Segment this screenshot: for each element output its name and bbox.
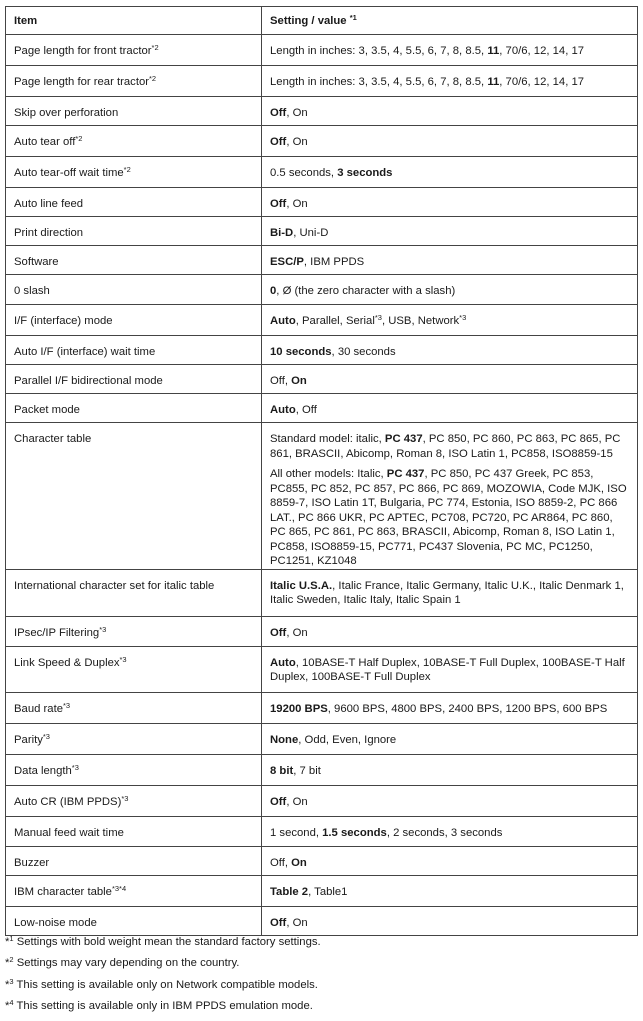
row-value bbox=[262, 97, 638, 126]
row-item bbox=[6, 394, 262, 423]
row-item-label: IBM character table bbox=[14, 885, 112, 898]
row-item bbox=[6, 875, 262, 906]
footnote-ref: *3 bbox=[99, 624, 107, 634]
row-value bbox=[262, 217, 638, 246]
footnote-text: Settings may vary depending on the country. bbox=[13, 957, 240, 970]
row-item-label: Page length for front tractor bbox=[14, 45, 152, 57]
row-item bbox=[6, 35, 262, 66]
row-item bbox=[6, 66, 262, 97]
row-value bbox=[262, 875, 638, 906]
row-value bbox=[262, 275, 638, 305]
row-value bbox=[262, 906, 638, 935]
row-item-label: Packet mode bbox=[14, 404, 80, 416]
value-text: , Odd, Even, Ignore bbox=[298, 733, 397, 746]
footnote-ref: *3 bbox=[459, 313, 467, 322]
footnote bbox=[5, 956, 637, 977]
footnote-number: 3 bbox=[9, 976, 14, 986]
footnote-ref: *3 bbox=[71, 762, 79, 772]
value-text: Off, bbox=[270, 375, 292, 387]
table-row bbox=[6, 188, 638, 217]
value-text: , On bbox=[286, 198, 308, 210]
table-row bbox=[6, 616, 638, 646]
default-value: 11 bbox=[487, 45, 500, 57]
row-item-label: Parity bbox=[14, 733, 43, 746]
default-value: On bbox=[291, 375, 307, 387]
value-text: , 30 seconds bbox=[331, 346, 396, 358]
row-value bbox=[262, 754, 638, 785]
value-text: , IBM PPDS bbox=[303, 256, 365, 268]
row-item bbox=[6, 616, 262, 646]
row-item-label: I/F (interface) mode bbox=[14, 315, 113, 327]
footnote-ref: *3 bbox=[42, 731, 50, 741]
table-row bbox=[6, 157, 638, 188]
default-value: Off bbox=[270, 795, 287, 808]
default-value: PC 437 bbox=[384, 433, 423, 445]
row-value bbox=[262, 692, 638, 723]
default-value: 11 bbox=[487, 76, 500, 88]
footnotes bbox=[5, 935, 637, 1021]
table-row bbox=[6, 217, 638, 246]
default-value: Table 2 bbox=[270, 885, 309, 898]
row-item bbox=[6, 246, 262, 275]
header-item-label: Item bbox=[14, 15, 38, 27]
row-item-label: Buzzer bbox=[14, 856, 50, 869]
table-row bbox=[6, 394, 638, 423]
table-row bbox=[6, 35, 638, 66]
footnote bbox=[5, 999, 637, 1020]
footnote-ref: *3 bbox=[374, 313, 382, 322]
default-value: 3 seconds bbox=[337, 167, 393, 179]
value-text: , On bbox=[286, 795, 308, 808]
row-item-label: Data length bbox=[14, 764, 72, 777]
default-value: Italic U.S.A. bbox=[270, 579, 333, 592]
row-item bbox=[6, 126, 262, 157]
default-value: ESC/P bbox=[270, 256, 304, 268]
default-value: 8 bit bbox=[270, 764, 294, 777]
value-text: Off, bbox=[270, 856, 292, 869]
footnote-ref: *3*4 bbox=[111, 883, 127, 893]
footnote-ref: *3 bbox=[121, 793, 129, 803]
footnote-ref: *3 bbox=[119, 654, 127, 664]
row-item bbox=[6, 305, 262, 336]
default-value: Auto bbox=[270, 404, 296, 416]
value-text: , 70/6, 12, 14, 17 bbox=[499, 76, 585, 88]
row-value bbox=[262, 646, 638, 692]
default-value: Auto bbox=[270, 315, 296, 327]
value-text: 0.5 seconds, bbox=[270, 167, 338, 179]
table-row bbox=[6, 423, 638, 570]
value-text: Length in inches: 3, 3.5, 4, 5.5, 6, 7, 8, 8.5, bbox=[270, 76, 488, 88]
footnote-number: 2 bbox=[9, 955, 14, 965]
row-item bbox=[6, 188, 262, 217]
table-row bbox=[6, 336, 638, 365]
row-item-label: Auto tear off bbox=[14, 136, 76, 148]
value-text: , Uni-D bbox=[293, 227, 329, 239]
value-text: , 9600 BPS, 4800 BPS, 2400 BPS, 1200 BPS, 600 BPS bbox=[327, 702, 608, 715]
row-value bbox=[262, 157, 638, 188]
row-item bbox=[6, 846, 262, 875]
row-item bbox=[6, 97, 262, 126]
row-value bbox=[262, 246, 638, 275]
row-value bbox=[262, 126, 638, 157]
default-value: 10 seconds bbox=[270, 346, 332, 358]
row-value bbox=[262, 423, 638, 570]
default-value: 0 bbox=[270, 285, 277, 297]
value-paragraph bbox=[270, 432, 629, 461]
default-value: Off bbox=[270, 198, 287, 210]
default-value: Off bbox=[270, 916, 287, 929]
row-item-label: Skip over perforation bbox=[14, 107, 119, 119]
value-text: All other models: Italic, bbox=[270, 468, 387, 480]
table-row bbox=[6, 906, 638, 935]
row-item bbox=[6, 336, 262, 365]
table-header-row bbox=[6, 7, 638, 35]
row-item-label: Auto CR (IBM PPDS) bbox=[14, 795, 122, 808]
row-value bbox=[262, 846, 638, 875]
row-item bbox=[6, 365, 262, 394]
table-row bbox=[6, 126, 638, 157]
value-text: , USB, Network bbox=[381, 315, 460, 327]
table-row bbox=[6, 275, 638, 305]
footnote-mark: * bbox=[5, 936, 10, 948]
value-text: , Ø (the zero character with a slash) bbox=[276, 285, 456, 297]
table-row bbox=[6, 365, 638, 394]
default-value: Off bbox=[270, 136, 287, 148]
value-text: Length in inches: 3, 3.5, 4, 5.5, 6, 7, 8, 8.5, bbox=[270, 45, 488, 57]
value-text: , PC 850, PC 437 Greek, PC 853, PC855, PC 852, PC 857, PC 866, PC 869, MOZOWIA, Code MJK, ISO 8859-7, ISO Latin 1T, Bulgaria, PC 774, Estonia, ISO 8859-2, PC 866 LAT., PC 866 UKR, PC APTEC, PC708, PC720, PC AR864, PC 860, PC 865, PC 861, PC 863, BRASCII, Abicomp, Roman 8, ISO Latin 1, PC858, ISO8859-15, PC771, PC437 Slovenia, PC MC, PC1250, PC1251, KZ1048 bbox=[270, 468, 627, 567]
value-text: , Off bbox=[295, 404, 317, 416]
value-text: Standard model: italic, bbox=[270, 433, 385, 445]
table-row bbox=[6, 246, 638, 275]
row-item bbox=[6, 217, 262, 246]
row-item-label: Page length for rear tractor bbox=[14, 76, 150, 88]
row-item-label: Auto I/F (interface) wait time bbox=[14, 346, 156, 358]
table-row bbox=[6, 569, 638, 616]
row-value bbox=[262, 365, 638, 394]
settings-table bbox=[5, 6, 638, 936]
settings-table-container bbox=[5, 6, 637, 936]
row-item bbox=[6, 723, 262, 754]
row-value bbox=[262, 785, 638, 816]
value-text: , 70/6, 12, 14, 17 bbox=[499, 45, 585, 57]
table-row bbox=[6, 754, 638, 785]
footnote-ref: *3 bbox=[63, 700, 71, 710]
row-item-label: Software bbox=[14, 256, 59, 268]
row-item-label: Link Speed & Duplex bbox=[14, 656, 120, 669]
value-text: , PC 850, PC 860, PC 863, PC 865, PC 861, BRASCII, Abicomp, Roman 8, ISO Latin 1, PC858, ISO8859-15 bbox=[270, 433, 621, 460]
value-text: , Parallel, Serial bbox=[295, 315, 375, 327]
value-text: 1 second, bbox=[270, 826, 323, 839]
footnote-ref: *2 bbox=[149, 74, 157, 83]
value-text: , On bbox=[286, 626, 308, 639]
table-row bbox=[6, 305, 638, 336]
value-text: , Table1 bbox=[308, 885, 348, 898]
row-value bbox=[262, 66, 638, 97]
row-item-label: Print direction bbox=[14, 227, 84, 239]
value-text: , 10BASE-T Half Duplex, 10BASE-T Full Duplex, 100BASE-T Half Duplex, 100BASE-T Full Duplex bbox=[270, 656, 625, 683]
footnote-ref: *2 bbox=[75, 134, 83, 143]
default-value: None bbox=[270, 733, 299, 746]
table-row bbox=[6, 816, 638, 846]
row-value bbox=[262, 723, 638, 754]
row-item bbox=[6, 157, 262, 188]
row-item bbox=[6, 646, 262, 692]
row-value bbox=[262, 569, 638, 616]
footnote bbox=[5, 978, 637, 999]
row-value bbox=[262, 188, 638, 217]
default-value: On bbox=[291, 856, 307, 869]
default-value: PC 437 bbox=[386, 468, 425, 480]
table-row bbox=[6, 785, 638, 816]
value-text: , Italic France, Italic Germany, Italic U.K., Italic Denmark 1, Italic Sweden, Italic Italy, Italic Spain 1 bbox=[270, 579, 624, 606]
default-value: Auto bbox=[270, 656, 296, 669]
header-value bbox=[262, 7, 638, 35]
table-row bbox=[6, 875, 638, 906]
row-item bbox=[6, 816, 262, 846]
value-paragraph bbox=[270, 467, 629, 569]
row-item-label: Baud rate bbox=[14, 702, 63, 715]
row-value bbox=[262, 616, 638, 646]
footnote-number: 4 bbox=[9, 998, 14, 1008]
default-value: Off bbox=[270, 107, 287, 119]
row-item bbox=[6, 275, 262, 305]
row-item-label: IPsec/IP Filtering bbox=[14, 626, 100, 639]
row-value bbox=[262, 336, 638, 365]
footnote-mark: * bbox=[5, 1000, 10, 1013]
row-value bbox=[262, 816, 638, 846]
row-value bbox=[262, 35, 638, 66]
default-value: 19200 BPS bbox=[270, 702, 328, 715]
header-value-label: Setting / value bbox=[270, 15, 350, 27]
row-item bbox=[6, 692, 262, 723]
table-row bbox=[6, 66, 638, 97]
row-item-label: 0 slash bbox=[14, 285, 50, 297]
table-row bbox=[6, 723, 638, 754]
footnote-mark: * bbox=[5, 978, 10, 991]
table-row bbox=[6, 846, 638, 875]
header-value-ref: *1 bbox=[349, 13, 357, 22]
table-row bbox=[6, 97, 638, 126]
footnote-text: This setting is available only on Network compatible models. bbox=[13, 978, 318, 991]
footnote-ref: *2 bbox=[123, 165, 131, 174]
row-value bbox=[262, 305, 638, 336]
row-item bbox=[6, 785, 262, 816]
value-text: , On bbox=[286, 107, 308, 119]
row-item-label: Parallel I/F bidirectional mode bbox=[14, 375, 163, 387]
row-value bbox=[262, 394, 638, 423]
default-value: Off bbox=[270, 626, 287, 639]
default-value: 1.5 seconds bbox=[322, 826, 387, 839]
table-row bbox=[6, 646, 638, 692]
row-item-label: Manual feed wait time bbox=[14, 826, 124, 839]
row-item-label: Low-noise mode bbox=[14, 916, 97, 929]
row-item bbox=[6, 754, 262, 785]
header-item bbox=[6, 7, 262, 35]
value-text: , On bbox=[286, 136, 308, 148]
default-value: Bi-D bbox=[270, 227, 294, 239]
table-row bbox=[6, 692, 638, 723]
value-text: , 2 seconds, 3 seconds bbox=[386, 826, 503, 839]
footnote-text: Settings with bold weight mean the standard factory settings. bbox=[13, 936, 321, 948]
row-item-label: Auto tear-off wait time bbox=[14, 167, 124, 179]
footnote-text: This setting is available only in IBM PPDS emulation mode. bbox=[13, 1000, 313, 1013]
row-item bbox=[6, 569, 262, 616]
row-item-label: Character table bbox=[14, 433, 92, 445]
footnote-number: 1 bbox=[9, 934, 14, 943]
row-item bbox=[6, 906, 262, 935]
row-item bbox=[6, 423, 262, 570]
footnote-ref: *2 bbox=[151, 43, 159, 52]
value-text: , On bbox=[286, 916, 308, 929]
row-item-label: Auto line feed bbox=[14, 198, 84, 210]
row-item-label: International character set for italic table bbox=[14, 579, 215, 592]
value-text: , 7 bit bbox=[293, 764, 321, 777]
footnote bbox=[5, 935, 637, 956]
footnote-mark: * bbox=[5, 957, 10, 970]
